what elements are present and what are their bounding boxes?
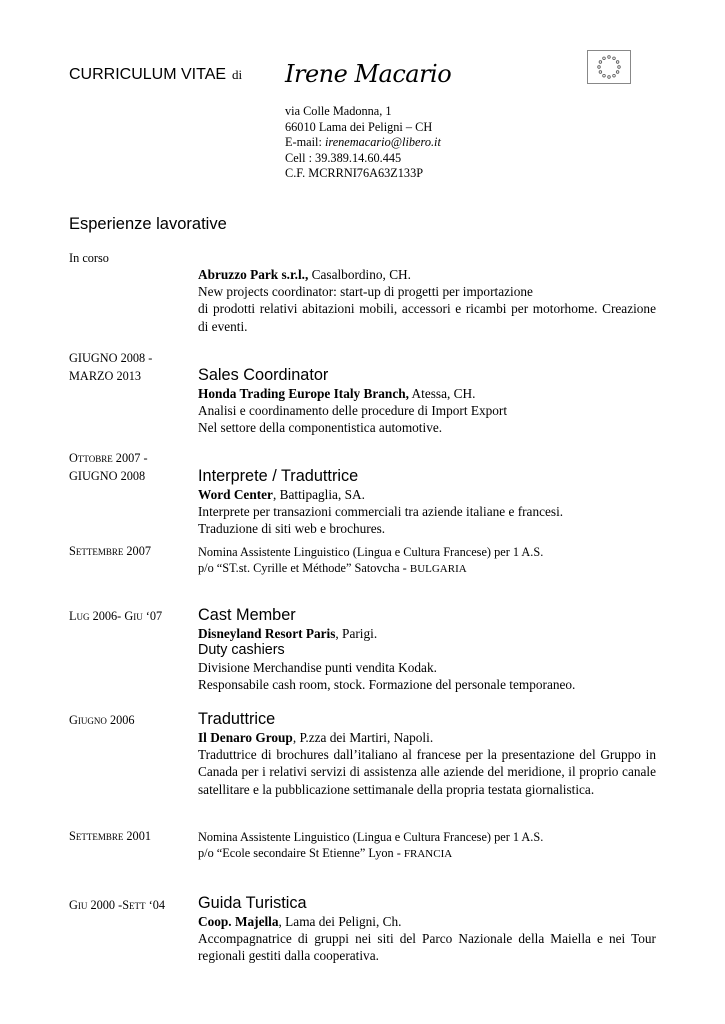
cell-line: Cell : 39.389.14.60.445 — [285, 150, 402, 165]
entry-date: In corso — [69, 251, 109, 265]
entry-text: Traduttrice di brochures dall’italiano al francese per la presentazione del Gruppo in Canada per i relativi servizi di assistenza alle aziende del meridione, il proprio canale satellitare e la pubblicazione settimanale della propria testata giornalistica. — [198, 747, 656, 797]
role-title: Interprete / Traduttrice — [198, 467, 359, 485]
subrole: Duty cashiers — [198, 642, 285, 659]
entry-date: Giu 2000 -Sett ‘04 — [69, 898, 166, 912]
entry-francia — [198, 829, 656, 862]
company-name: Word Center — [198, 487, 273, 502]
entry-disneyland — [198, 606, 656, 694]
entry-word-center — [198, 467, 656, 538]
role-title: Sales Coordinator — [198, 366, 329, 384]
eu-flag-icon — [587, 50, 631, 84]
entry-line: Nomina Assistente Linguistico (Lingua e Cultura Francese) per 1 A.S. — [198, 830, 544, 844]
cv-label: CURRICULUM VITAE — [69, 66, 227, 83]
entry-line: Nomina Assistente Linguistico (Lingua e Cultura Francese) per 1 A.S. — [198, 545, 544, 559]
company-location: Atessa, CH. — [408, 386, 476, 401]
company-name: Disneyland Resort Paris — [198, 626, 336, 641]
entry-line: Interprete per transazioni commerciali tra aziende italiane e francesi. — [198, 504, 564, 520]
company-location: , Parigi. — [335, 626, 378, 641]
entry-date: Giugno 2006 — [69, 713, 135, 727]
entry-honda — [198, 366, 656, 437]
date-end: MARZO 2013 — [69, 368, 142, 383]
company-location: , Lama dei Peligni, Ch. — [278, 914, 402, 929]
entry-line: Nel settore della componentistica automotive. — [198, 420, 443, 436]
country-name: FRANCIA — [403, 848, 453, 860]
entry-date — [69, 350, 152, 385]
entry-date — [69, 450, 148, 485]
company-name: Il Denaro Group — [198, 730, 293, 745]
entry-line: p/o “ST.st. Cyrille et Méthode” Satovcha - — [198, 561, 410, 575]
entry-bulgaria — [198, 544, 656, 577]
email-line — [285, 135, 441, 151]
email-link[interactable]: irenemacario@libero.it — [324, 135, 441, 149]
email-label: E-mail: — [285, 135, 325, 149]
address-city: 66010 Lama dei Peligni – CH — [285, 119, 433, 134]
entry-line: Responsabile cash room, stock. Formazione del personale temporaneo. — [198, 677, 576, 693]
entry-line: Analisi e coordinamento delle procedure di Import Export — [198, 403, 508, 419]
entry-coop-majella — [198, 894, 656, 965]
country-name: BULGARIA — [409, 563, 467, 575]
date-start: GIUGNO 2008 - — [69, 351, 153, 365]
entry-abruzzo-park — [198, 266, 656, 335]
company-location: Casalbordino, CH. — [308, 267, 411, 282]
entry-date: Lug 2006- Giu ‘07 — [69, 609, 163, 623]
cv-di: di — [232, 67, 243, 82]
entry-line: di prodotti relativi abitazioni mobili, accessori e ricambi per motorhome. Creazione di eventi. — [198, 301, 656, 334]
entry-date: Settembre 2001 — [69, 829, 152, 843]
entry-date: Settembre 2007 — [69, 544, 152, 558]
section-title: Esperienze lavorative — [69, 215, 227, 233]
company-location: , Battipaglia, SA. — [272, 487, 365, 502]
company-name: Coop. Majella — [198, 914, 279, 929]
company-name: Honda Trading Europe Italy Branch, — [198, 386, 409, 401]
entry-il-denaro — [198, 710, 656, 798]
company-location: , P.zza dei Martiri, Napoli. — [292, 730, 434, 745]
role-title: Cast Member — [198, 606, 296, 624]
company-name: Abruzzo Park s.r.l., — [198, 267, 309, 282]
person-name: Irene Macario — [285, 60, 452, 88]
entry-line: Traduzione di siti web e brochures. — [198, 521, 386, 537]
date-start: Ottobre 2007 - — [69, 451, 148, 465]
entry-text: Accompagnatrice di gruppi nei siti del Parco Nazionale della Maiella e nei Tour regionali gestiti dalla cooperativa. — [198, 931, 656, 964]
role-title: Traduttrice — [198, 710, 276, 728]
date-end: GIUGNO 2008 — [69, 468, 146, 483]
entry-line: New projects coordinator: start-up di progetti per importazione — [198, 284, 533, 300]
fiscal-code: C.F. MCRRNI76A63Z133P — [285, 166, 424, 180]
entry-line: Divisione Merchandise punti vendita Kodak. — [198, 660, 437, 676]
address-street: via Colle Madonna, 1 — [285, 104, 392, 118]
cv-title — [69, 66, 242, 84]
contact-block — [285, 104, 441, 182]
entry-line: p/o “Ecole secondaire St Etienne” Lyon - — [198, 846, 404, 860]
role-title: Guida Turistica — [198, 894, 307, 912]
